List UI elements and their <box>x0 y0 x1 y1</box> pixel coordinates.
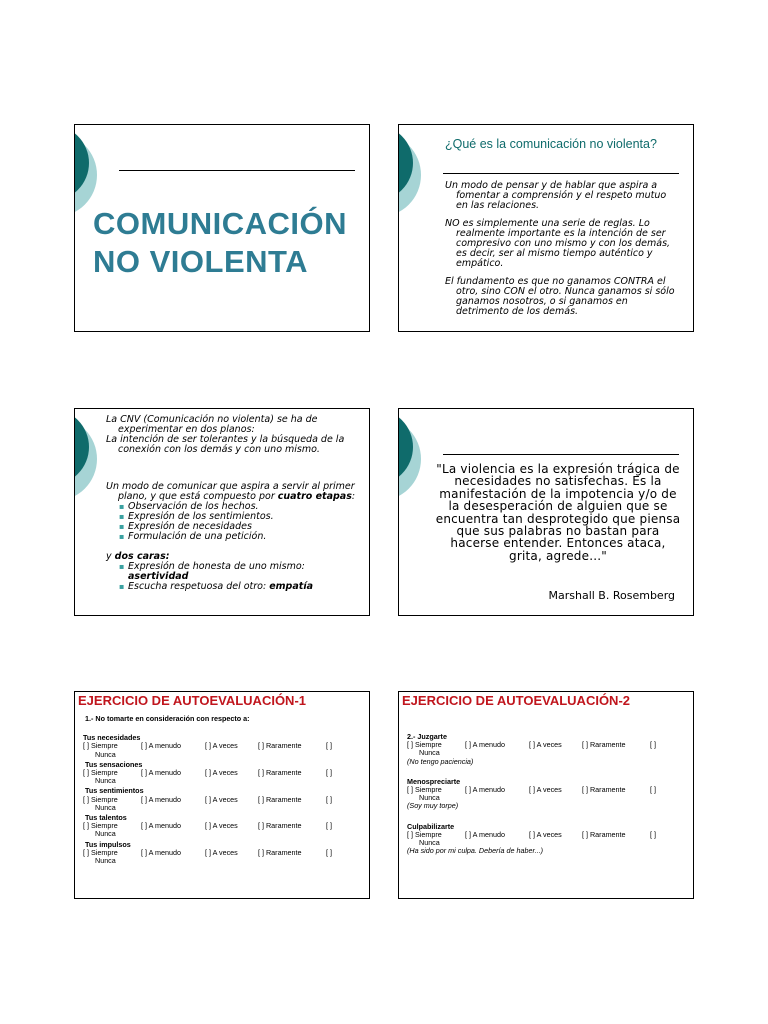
item-label: Tus necesidades <box>83 733 141 743</box>
caras-list <box>106 562 356 592</box>
option-a-veces[interactable]: [ ] A veces <box>205 821 238 831</box>
option-a-veces[interactable]: [ ] A veces <box>205 768 238 777</box>
option-a-menudo[interactable]: [ ] A menudo <box>141 768 181 777</box>
plane-intention: La intención de ser tolerantes y la búsqueda de la conexión con los demás y con uno mismo. <box>106 434 345 455</box>
list-item: ▪ Formulación de una petición. <box>128 532 356 542</box>
exercise-title: EJERCICIO DE AUTOEVALUACIÓN-2 <box>402 693 631 708</box>
slide-exercise-1 <box>74 691 370 899</box>
item-note: (No tengo paciencia) <box>407 756 474 766</box>
option-nunca-box[interactable]: [ ] <box>326 794 332 804</box>
plane-intro: La CNV (Comunicación no violenta) se ha de experimentar en dos planos: <box>106 414 318 435</box>
presentation-title: COMUNICACIÓN NO VIOLENTA <box>93 206 347 279</box>
option-nunca-label: Nunca <box>95 802 116 812</box>
option-nunca-label: Nunca <box>95 855 116 865</box>
slide-exercise-2 <box>398 691 694 899</box>
options-row <box>83 741 332 751</box>
item-note: (Ha sido por mi culpa. Debería de haber...) <box>407 846 543 856</box>
option-nunca-box[interactable]: [ ] <box>650 740 656 750</box>
option-nunca-label: Nunca <box>95 776 116 786</box>
option-siempre[interactable]: [ ] Siempre <box>407 829 442 839</box>
option-nunca-box[interactable]: [ ] <box>326 741 332 751</box>
option-siempre[interactable]: [ ] Siempre <box>83 768 118 777</box>
exercise-item <box>83 786 332 812</box>
list-item: ▪ Expresión de los sentimientos. <box>128 512 356 522</box>
exercise-item <box>407 776 656 811</box>
item-label: Culpabilizarte <box>407 821 455 831</box>
slide-quote <box>398 408 694 616</box>
option-nunca-box[interactable]: [ ] <box>650 829 656 839</box>
list-item: ▪ Observación de los hechos. <box>128 502 356 512</box>
option-raramente[interactable]: [ ] Raramente <box>258 741 302 751</box>
option-a-veces[interactable]: [ ] A veces <box>529 829 562 839</box>
decorative-circles <box>74 409 109 505</box>
slide-definition <box>398 124 694 332</box>
option-a-menudo[interactable]: [ ] A menudo <box>141 847 181 857</box>
options-row <box>407 740 656 750</box>
dos-caras-heading: y dos caras: <box>106 551 170 562</box>
list-item: ▪ Expresión de necesidades <box>128 522 356 532</box>
item-label: Tus sensaciones <box>85 759 143 769</box>
option-raramente[interactable]: [ ] Raramente <box>258 821 302 831</box>
option-nunca-label: Nunca <box>95 749 116 759</box>
option-siempre[interactable]: [ ] Siempre <box>83 847 118 857</box>
option-raramente[interactable]: [ ] Raramente <box>582 740 626 750</box>
option-nunca-box[interactable]: [ ] <box>650 785 656 794</box>
option-siempre[interactable]: [ ] Siempre <box>83 741 118 751</box>
options-row <box>83 794 332 804</box>
quote-text: "La violencia es la expresión trágica de necesidades no satisfechas. Es la manifestación de la impotencia y/o de la desesperación de alguien que se encuentra tan desprotegido que piensa que sus palabras no bastan para hacerse entender. Entonces ataca, grita, agrede..." <box>435 462 681 563</box>
option-a-menudo[interactable]: [ ] A menudo <box>465 785 505 794</box>
options-row <box>83 768 332 777</box>
exercise-item <box>83 839 332 866</box>
option-a-menudo[interactable]: [ ] A menudo <box>465 740 505 750</box>
exercise-1-body: 1.- No tomarte en consideración con respecto a: Tus necesidades [ ] Siempre [ ] A menudo [ ] A veces [ ] Raramente [ ] Nunca Tus sensaciones [ ] Siempre [ ] A menudo [ ] A veces [ ] Raramente [ ] Nunca Tus sentimientos [ ] Siempre [ ] A menudo [ ] A veces [ ] Raramente [ ] Nunca Tus talentos [ ] Siempre [ ] A menudo [ ] A veces [ ] Raramente [ ] Nunca Tus impulsos [ ] Siempre [ ] A menudo [ ] A veces [ ] Raramente [ ] Nunca <box>83 714 332 865</box>
option-a-veces[interactable]: [ ] A veces <box>205 847 238 857</box>
title-rule <box>119 170 355 171</box>
option-nunca-label: Nunca <box>95 829 116 839</box>
option-a-menudo[interactable]: [ ] A menudo <box>141 821 181 831</box>
option-a-veces[interactable]: [ ] A veces <box>205 741 238 751</box>
item-label: Tus talentos <box>85 812 127 822</box>
item-note: (Soy muy torpe) <box>407 801 459 811</box>
option-nunca-box[interactable]: [ ] <box>326 847 332 857</box>
option-nunca-box[interactable]: [ ] <box>326 768 332 777</box>
option-siempre[interactable]: [ ] Siempre <box>407 740 442 750</box>
option-raramente[interactable]: [ ] Raramente <box>582 829 626 839</box>
decorative-circles <box>398 409 433 505</box>
cnv-text <box>106 415 356 592</box>
option-raramente[interactable]: [ ] Raramente <box>258 794 302 804</box>
exercise-title: EJERCICIO DE AUTOEVALUACIÓN-1 <box>78 693 307 708</box>
option-nunca-box[interactable]: [ ] <box>326 821 332 831</box>
quote-rule <box>443 454 679 455</box>
option-siempre[interactable]: [ ] Siempre <box>407 785 442 794</box>
options-row <box>407 829 656 839</box>
option-a-menudo[interactable]: [ ] A menudo <box>141 741 181 751</box>
decorative-circles <box>398 125 433 221</box>
list-item: ▪ Expresión de honesta de uno mismo: asertividad <box>128 562 356 582</box>
option-raramente[interactable]: [ ] Raramente <box>582 785 626 794</box>
option-a-menudo[interactable]: [ ] A menudo <box>141 794 181 804</box>
slide-heading: ¿Qué es la comunicación no violenta? <box>445 137 657 151</box>
option-a-veces[interactable]: [ ] A veces <box>529 740 562 750</box>
option-raramente[interactable]: [ ] Raramente <box>258 847 302 857</box>
option-siempre[interactable]: [ ] Siempre <box>83 794 118 804</box>
option-a-veces[interactable]: [ ] A veces <box>529 785 562 794</box>
quote-author: Marshall B. Rosemberg <box>548 589 675 602</box>
exercise-item <box>407 821 656 856</box>
option-nunca-label: Nunca <box>419 837 440 847</box>
option-a-menudo[interactable]: [ ] A menudo <box>465 829 505 839</box>
options-row <box>83 847 332 857</box>
item-label: Tus impulsos <box>85 839 131 849</box>
item-label: 2.- Juzgarte <box>407 732 447 741</box>
heading-rule <box>443 173 679 174</box>
plane-etapas: Un modo de comunicar que aspira a servir al primer plano, y que está compuesto por cuatro etapas: <box>106 481 356 502</box>
item-label: Menospreciarte <box>407 776 461 786</box>
option-raramente[interactable]: [ ] Raramente <box>258 768 302 777</box>
slide-title <box>74 124 370 332</box>
exercise-item <box>83 733 332 759</box>
option-siempre[interactable]: [ ] Siempre <box>83 821 118 831</box>
list-item: ▪ Escucha respetuosa del otro: empatía <box>128 582 356 592</box>
exercise-2-body <box>407 732 656 867</box>
option-a-veces[interactable]: [ ] A veces <box>205 794 238 804</box>
slide-cnv-planes <box>74 408 370 616</box>
item-label: Tus sentimientos <box>85 786 144 796</box>
option-nunca-label: Nunca <box>419 748 440 758</box>
options-row <box>83 821 332 831</box>
definition-text: Un modo de pensar y de hablar que aspira a fomentar a comprensión y el respeto mutuo en las relaciones. NO es simplemente una serie de reglas. Lo realmente importante es la intención de ser compresivo con uno mismo y con los demás, es decir, ser al mismo tiempo auténtico y empático. El fundamento es que no ganamos CONTRA el otro, sino CON el otro. Nunca ganamos si sólo ganamos nosotros, o si ganamos en detrimento de los demás. <box>445 180 675 317</box>
exercise-item <box>83 812 332 839</box>
exercise-item <box>83 759 332 786</box>
exercise-item <box>407 732 656 766</box>
option-nunca-label: Nunca <box>419 793 440 803</box>
options-row <box>407 785 656 794</box>
etapas-list <box>106 502 356 542</box>
